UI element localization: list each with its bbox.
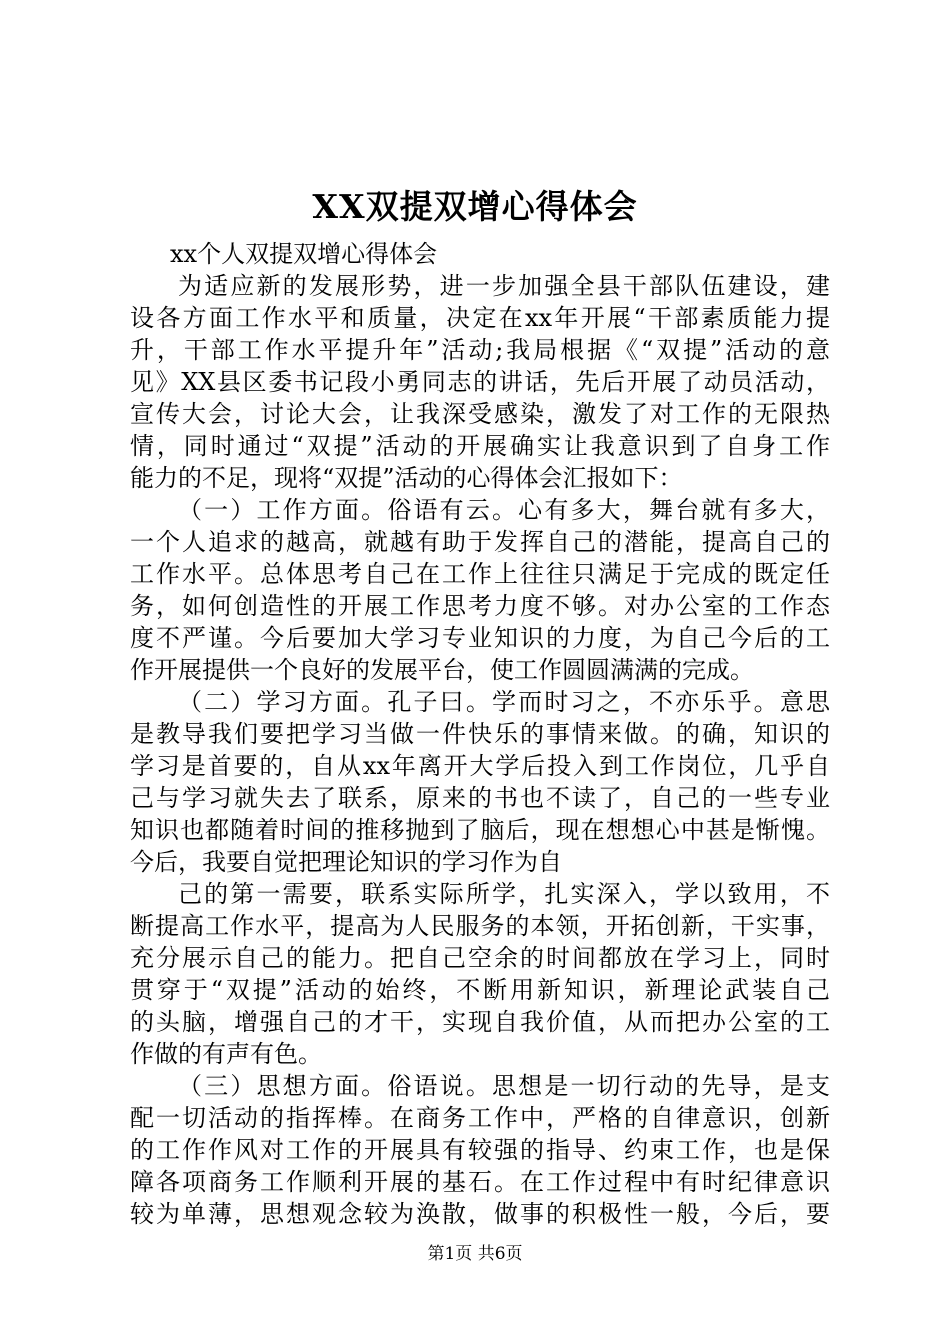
paragraph-line: 作做的有声有色。: [130, 1040, 322, 1068]
document-body: [130, 238, 830, 1230]
paragraph-line: 工作水平。总体思考自己在工作上往往只满足于完成的既定任: [130, 560, 830, 588]
paragraph-line: 作开展提供一个良好的发展平台，使工作圆圆满满的完成。: [130, 656, 754, 684]
paragraph-line: 较为单薄，思想观念较为涣散，做事的积极性一般，今后，要: [130, 1200, 830, 1228]
paragraph-line: 务，如何创造性的开展工作思考力度不够。对办公室的工作态: [130, 592, 830, 620]
paragraph-line: 学习是首要的，自从xx年离开大学后投入到工作岗位，几乎自: [130, 752, 830, 780]
paragraph-line: 度不严谨。今后要加大学习专业知识的力度，为自己今后的工: [130, 624, 830, 652]
paragraph-line: 己的第一需要，联系实际所学，扎实深入，学以致用，不: [178, 880, 830, 908]
paragraph-line: （三）思想方面。俗语说。思想是一切行动的先导，是支: [178, 1072, 830, 1100]
paragraph-line: 的头脑，增强自己的才干，实现自我价值，从而把办公室的工: [130, 1008, 830, 1036]
paragraph-line: 宣传大会，讨论大会，让我深受感染，激发了对工作的无限热: [130, 400, 830, 428]
paragraph-line: 障各项商务工作顺利开展的基石。在工作过程中有时纪律意识: [130, 1168, 830, 1196]
paragraph-line: 一个人追求的越高，就越有助于发挥自己的潜能，提高自己的: [130, 528, 830, 556]
paragraph-line: 升，干部工作水平提升年”活动;我局根据《“双提”活动的意: [130, 336, 830, 364]
paragraph-line: 设各方面工作水平和质量，决定在xx年开展“干部素质能力提: [130, 304, 830, 332]
paragraph-line: 能力的不足，现将“双提”活动的心得体会汇报如下：: [130, 464, 683, 492]
paragraph-line: （二）学习方面。孔子曰。学而时习之，不亦乐乎。意思: [178, 688, 830, 716]
paragraph-line: 情，同时通过“双提”活动的开展确实让我意识到了自身工作: [130, 432, 830, 460]
paragraph-line: 知识也都随着时间的推移抛到了脑后，现在想想心中甚是惭愧。: [130, 816, 830, 844]
page-number-footer: 第1页 共6页: [427, 1244, 523, 1264]
paragraph-line: 断提高工作水平，提高为人民服务的本领，开拓创新，干实事，: [130, 912, 830, 940]
paragraph-line: 己与学习就失去了联系，原来的书也不读了，自己的一些专业: [130, 784, 830, 812]
paragraph-line: （一）工作方面。俗语有云。心有多大，舞台就有多大，: [178, 496, 830, 524]
paragraph-line: 是教导我们要把学习当做一件快乐的事情来做。的确，知识的: [130, 720, 830, 748]
paragraph-line: 贯穿于“双提”活动的始终，不断用新知识，新理论武装自己: [130, 976, 830, 1004]
paragraph-line: 为适应新的发展形势，进一步加强全县干部队伍建设，建: [178, 272, 830, 300]
document-title: XX双提双增心得体会: [312, 187, 638, 226]
paragraph-line: 充分展示自己的能力。把自己空余的时间都放在学习上，同时: [130, 944, 830, 972]
document-subtitle: xx个人双提双增心得体会: [170, 240, 438, 268]
paragraph-line: 的工作作风对工作的开展具有较强的指导、约束工作，也是保: [130, 1136, 830, 1164]
paragraph-line: 配一切活动的指挥棒。在商务工作中，严格的自律意识，创新: [130, 1104, 830, 1132]
paragraph-line: 见》XX县区委书记段小勇同志的讲话，先后开展了动员活动，: [130, 368, 830, 396]
paragraph-line: 今后，我要自觉把理论知识的学习作为自: [130, 848, 562, 876]
